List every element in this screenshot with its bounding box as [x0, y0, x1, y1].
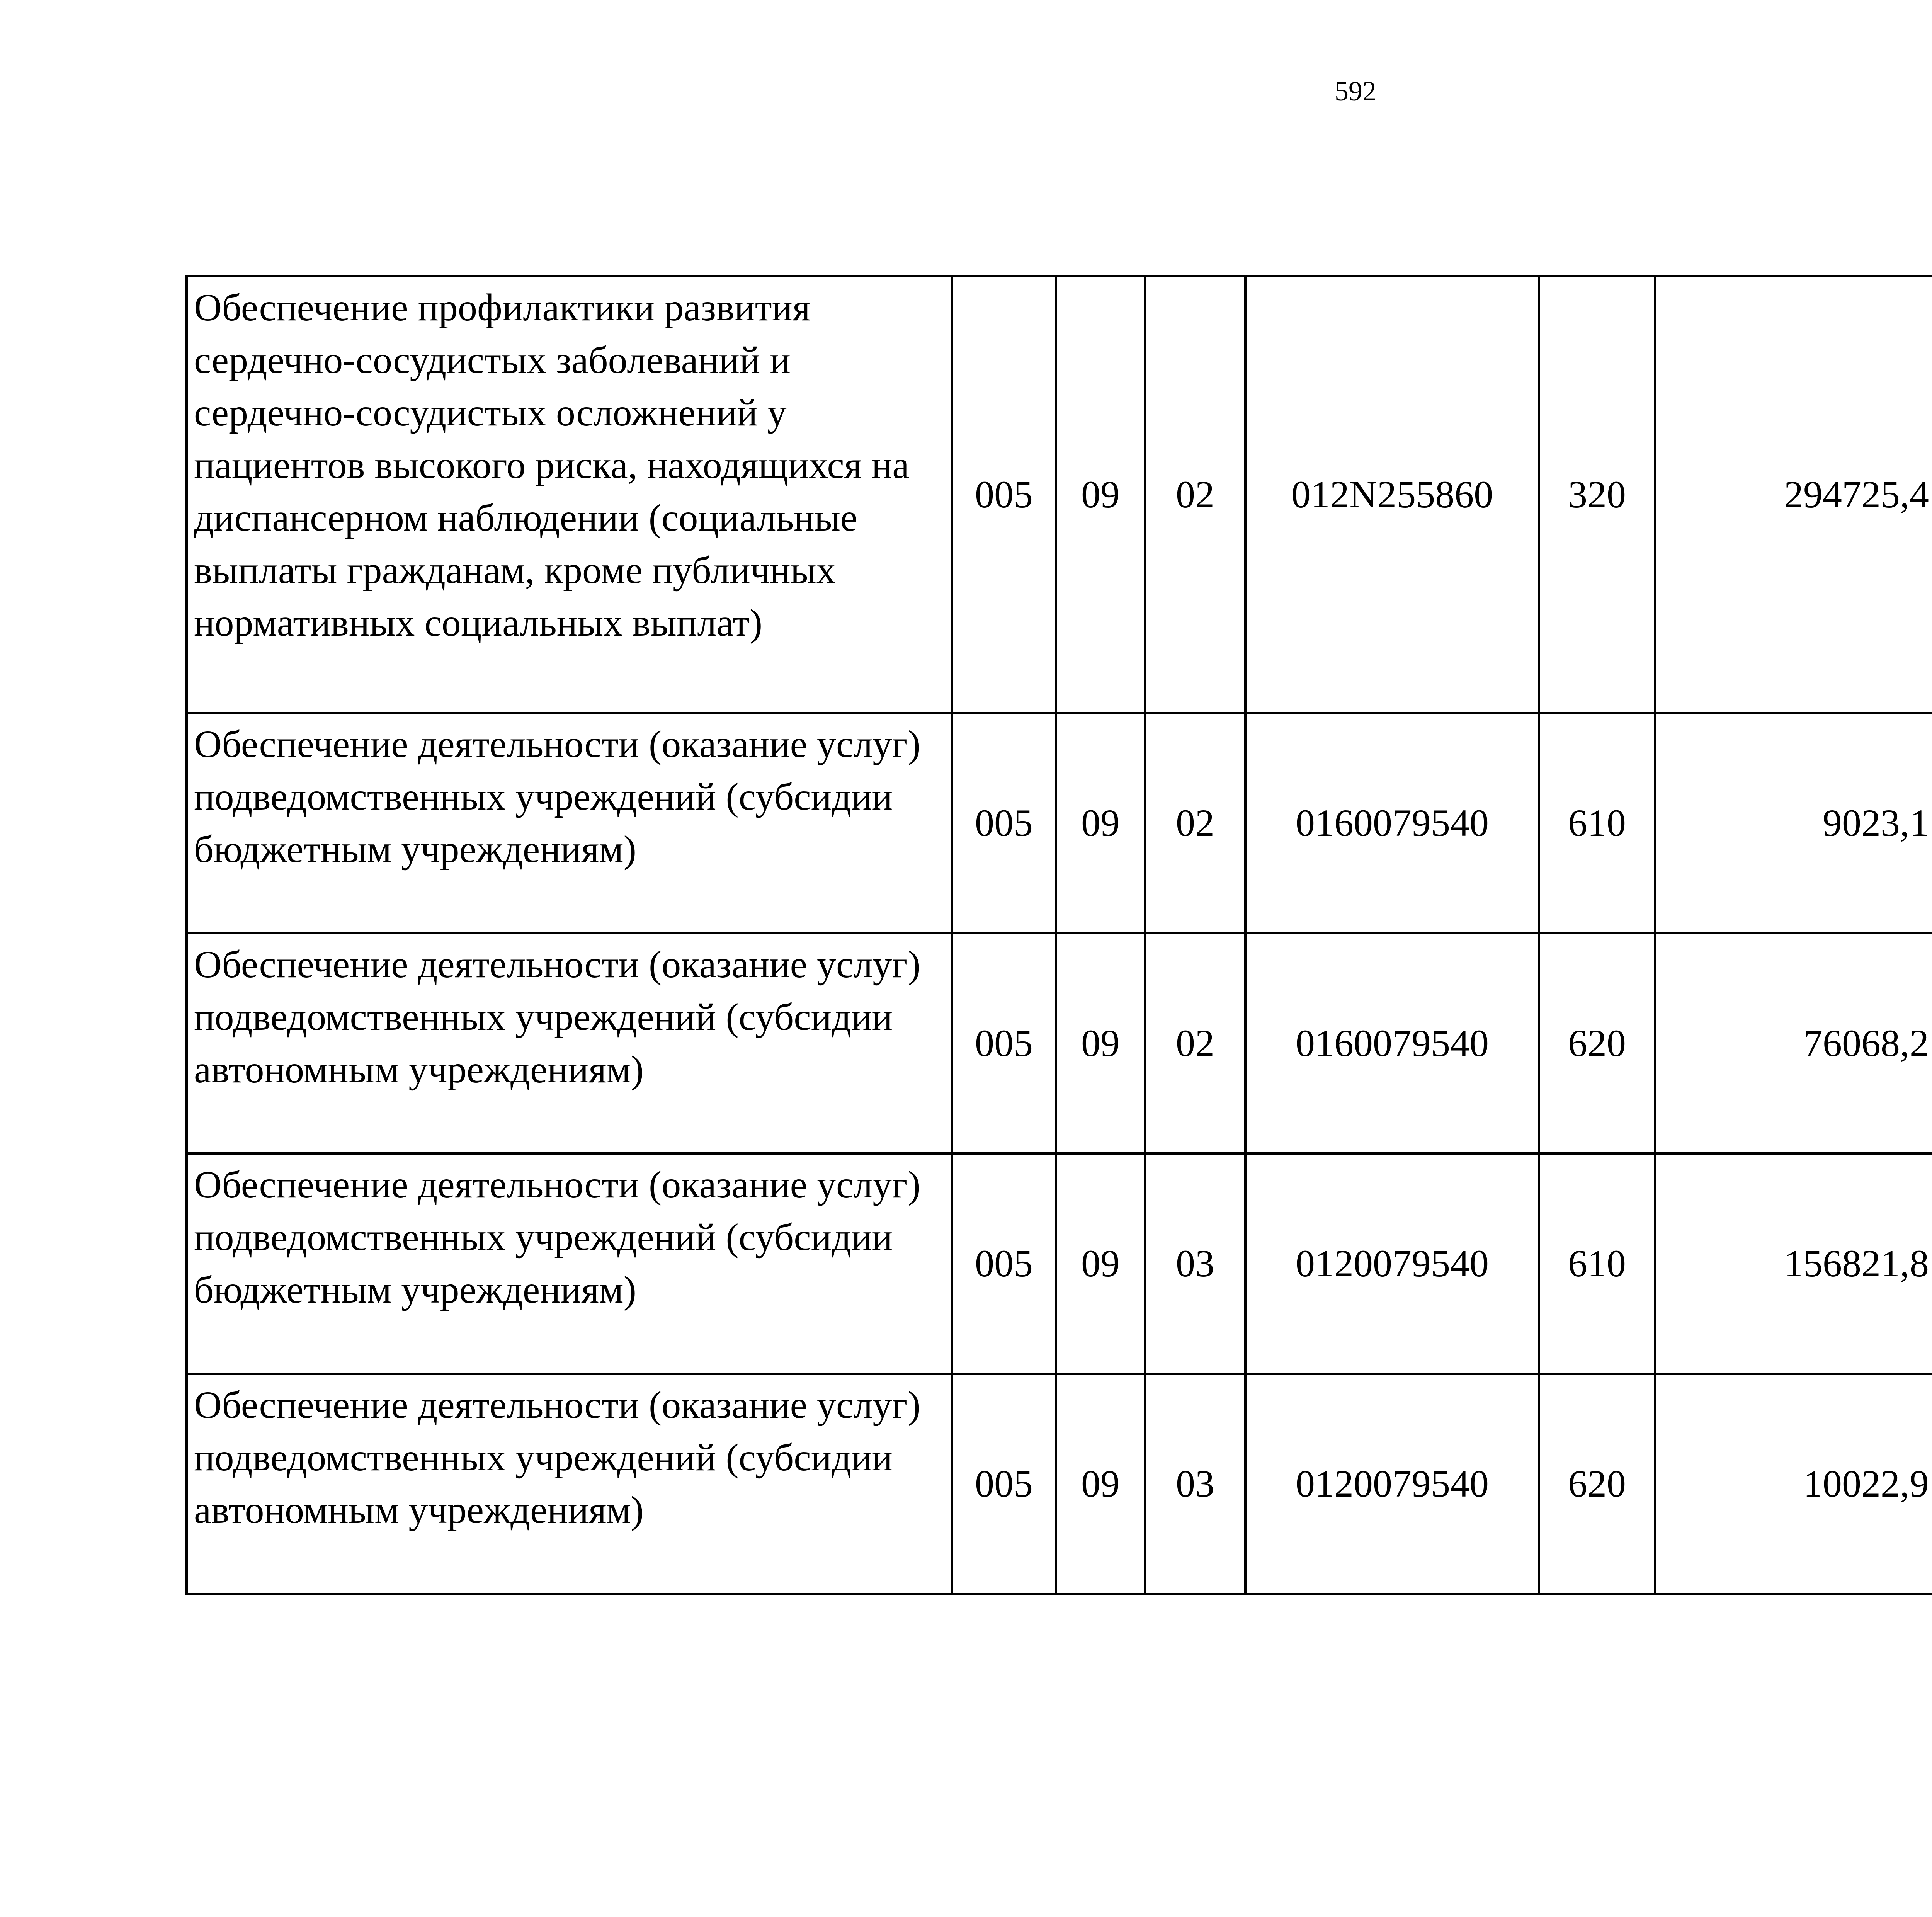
row-description: Обеспечение деятельности (оказание услуг) подведомственных учреждений (субсидии бюджетным учреждениям) — [187, 1153, 952, 1374]
ministry-code: 005 — [952, 1374, 1056, 1594]
amount-year-1: 10022,9 — [1655, 1374, 1932, 1594]
amount-year-1: 76068,2 — [1655, 933, 1932, 1153]
target-article-code: 012N255860 — [1245, 276, 1539, 713]
ministry-code: 005 — [952, 713, 1056, 933]
amount-year-1: 156821,8 — [1655, 1153, 1932, 1374]
expense-type-code: 610 — [1539, 1153, 1655, 1374]
subsection-code: 02 — [1145, 276, 1245, 713]
expense-type-code: 620 — [1539, 933, 1655, 1153]
table-row — [187, 1374, 1932, 1594]
row-description: Обеспечение деятельности (оказание услуг) подведомственных учреждений (субсидии бюджетным учреждениям) — [187, 713, 952, 933]
table-row — [187, 933, 1932, 1153]
amount-year-1: 9023,1 — [1655, 713, 1932, 933]
amount-year-1: 294725,4 — [1655, 276, 1932, 713]
expense-type-code: 320 — [1539, 276, 1655, 713]
section-code: 09 — [1056, 1153, 1145, 1374]
table-row — [187, 276, 1932, 713]
ministry-code: 005 — [952, 1153, 1056, 1374]
ministry-code: 005 — [952, 276, 1056, 713]
subsection-code: 02 — [1145, 713, 1245, 933]
table-row — [187, 713, 1932, 933]
subsection-code: 02 — [1145, 933, 1245, 1153]
target-article-code: 0160079540 — [1245, 933, 1539, 1153]
page-number: 592 — [1335, 76, 1376, 107]
row-description: Обеспечение деятельности (оказание услуг) подведомственных учреждений (субсидии автономным учреждениям) — [187, 1374, 952, 1594]
ministry-code: 005 — [952, 933, 1056, 1153]
budget-table — [185, 275, 1932, 1595]
section-code: 09 — [1056, 1374, 1145, 1594]
section-code: 09 — [1056, 276, 1145, 713]
target-article-code: 0120079540 — [1245, 1374, 1539, 1594]
subsection-code: 03 — [1145, 1374, 1245, 1594]
section-code: 09 — [1056, 713, 1145, 933]
row-description: Обеспечение деятельности (оказание услуг) подведомственных учреждений (субсидии автономным учреждениям) — [187, 933, 952, 1153]
subsection-code: 03 — [1145, 1153, 1245, 1374]
expense-type-code: 620 — [1539, 1374, 1655, 1594]
target-article-code: 0160079540 — [1245, 713, 1539, 933]
table-row — [187, 1153, 1932, 1374]
section-code: 09 — [1056, 933, 1145, 1153]
expense-type-code: 610 — [1539, 713, 1655, 933]
target-article-code: 0120079540 — [1245, 1153, 1539, 1374]
row-description: Обеспечение профилактики развития сердечно-сосудистых заболеваний и сердечно-сосудистых осложнений у пациентов высокого риска, находящихся на диспансерном наблюдении (социальные выплаты гражданам, кроме публичных нормативных социальных выплат) — [187, 276, 952, 713]
